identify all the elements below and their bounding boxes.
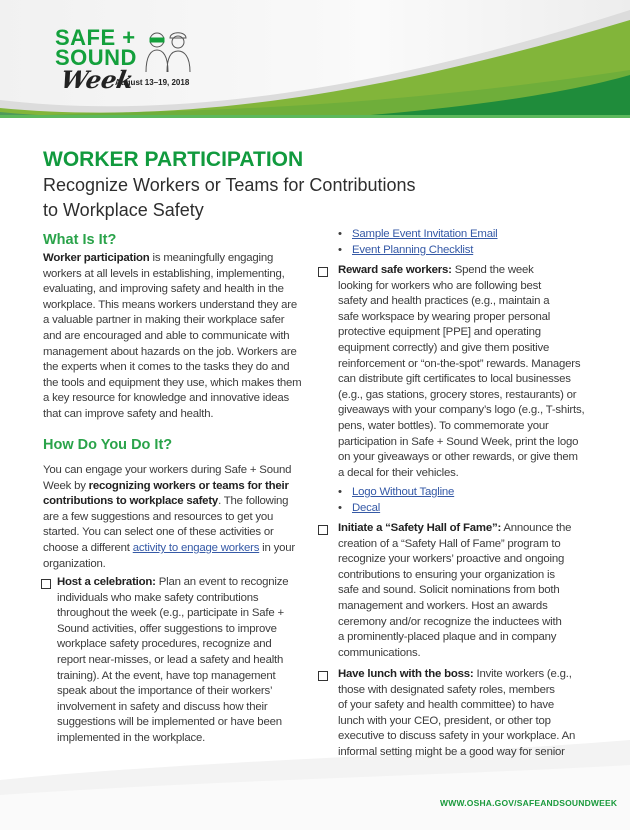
checkbox-reward-safe-workers[interactable] bbox=[318, 267, 328, 277]
safe-and-sound-week-logo bbox=[55, 25, 205, 100]
text-line bbox=[43, 479, 295, 495]
bold-lead-text: Initiate a “Safety Hall of Fame”: bbox=[338, 522, 502, 534]
decal-link[interactable]: Decal bbox=[352, 501, 381, 514]
bold-lead-text: Host a celebration: bbox=[57, 576, 156, 588]
text-run: Week by bbox=[43, 479, 89, 492]
text-run: in your bbox=[259, 541, 295, 554]
checkbox-lunch-with-boss[interactable] bbox=[318, 671, 328, 681]
text-line: a prominently-placed plaque and in company bbox=[338, 631, 557, 644]
text-line: a valuable partner in making their workplace safer bbox=[43, 314, 285, 327]
subtitle-line: to Workplace Safety bbox=[43, 200, 204, 220]
text-line: participation in Safe + Sound Week, print the logo bbox=[338, 435, 579, 448]
text-line: lunch with your CEO, president, or other top bbox=[338, 714, 551, 727]
text-line: (e.g., gas stations, grocery stores, restaurants) or bbox=[338, 388, 577, 401]
logo-dates: August 13–19, 2018 bbox=[115, 78, 190, 87]
how-paragraph bbox=[43, 463, 295, 572]
page-title: WORKER PARTICIPATION bbox=[43, 148, 304, 171]
text-line: reinforcement or “on-the-spot” rewards. Managers bbox=[338, 357, 581, 370]
text-line: Sound activities, offer suggestions to improve bbox=[57, 622, 277, 635]
text-line: a key resource for knowledge and innovative ideas bbox=[43, 392, 290, 405]
bullet-icon: • bbox=[338, 228, 342, 240]
text-line: can distribute gift certificates to local businesses bbox=[338, 373, 571, 386]
text-line: started. You can select one of these activities or bbox=[43, 526, 274, 539]
bold-lead-text: Reward safe workers: bbox=[338, 264, 452, 276]
text-line: executive to discuss safety in your workplace. An bbox=[338, 730, 576, 743]
logo-safe-text: SAFE + bbox=[55, 25, 136, 50]
what-is-it-paragraph bbox=[43, 251, 301, 423]
text-line bbox=[43, 494, 295, 510]
text-line bbox=[338, 667, 575, 683]
text-line: implemented in the workplace. bbox=[57, 731, 206, 744]
text-line bbox=[43, 541, 295, 557]
text-run: Plan an event to recognize bbox=[155, 576, 289, 588]
list-item bbox=[338, 243, 498, 259]
bullet-icon: • bbox=[338, 243, 342, 256]
text-line: involvement in safety and discuss how their bbox=[57, 700, 268, 713]
text-run: Invite workers (e.g., bbox=[473, 668, 572, 680]
text-line: recognize your workers’ proactive and ongoing bbox=[338, 553, 565, 566]
text-line: looking for workers who are following best bbox=[338, 279, 542, 292]
text-line bbox=[338, 263, 584, 279]
list-item bbox=[338, 501, 454, 517]
text-line: report near-misses, or lead a safety and health bbox=[57, 653, 284, 666]
text-line bbox=[338, 521, 571, 537]
text-run: Announce the bbox=[501, 522, 572, 534]
text-run: choose a different bbox=[43, 541, 133, 554]
text-line: workplace safety procedures, recognize and bbox=[57, 638, 272, 651]
text-line: informal setting might be a good way for senior bbox=[338, 745, 565, 758]
text-run: . The following bbox=[218, 495, 289, 508]
text-line: those with designated safety roles, members bbox=[338, 683, 555, 696]
how-do-you-do-it-heading: How Do You Do It? bbox=[43, 437, 173, 453]
sample-event-invitation-link[interactable]: Sample Event Invitation Email bbox=[352, 228, 498, 240]
text-line: are a few suggestions and resources to get you bbox=[43, 510, 274, 523]
text-line: workers at all levels in establishing, implementing, bbox=[43, 267, 285, 280]
text-line: pens, water bottles). To commemorate your bbox=[338, 419, 549, 432]
text-line: equipment correctly) and give them positive bbox=[338, 341, 550, 354]
text-line: protective equipment [PPE] and operating bbox=[338, 326, 541, 339]
text-line: ceremony and/or recognize the inductees with bbox=[338, 615, 562, 628]
bold-lead-text: Have lunch with the boss: bbox=[338, 668, 474, 680]
logo-week-text: Week bbox=[58, 65, 136, 94]
bullet-icon: • bbox=[338, 501, 342, 514]
text-line: of your safety and health committee) to have bbox=[338, 699, 554, 712]
checkbox-host-celebration[interactable] bbox=[41, 579, 51, 589]
text-line: management and workers. Host an awards bbox=[338, 599, 548, 612]
event-planning-checklist-link[interactable]: Event Planning Checklist bbox=[352, 243, 474, 256]
text-line: safety and health practices (e.g., maintain a bbox=[338, 295, 550, 308]
footer-url[interactable]: WWW.OSHA.GOV/SAFEANDSOUNDWEEK bbox=[440, 798, 618, 808]
reward-resource-links bbox=[338, 485, 454, 516]
text-line: creation of a “Safety Hall of Fame” program to bbox=[338, 537, 561, 550]
text-line: and are encouraged and able to communicate with bbox=[43, 329, 290, 342]
text-line: contributions to ensuring your organization is bbox=[338, 568, 555, 581]
text-line: that can improve safety and health. bbox=[43, 407, 214, 420]
event-resource-links bbox=[338, 227, 498, 258]
workers-illustration-icon bbox=[143, 28, 193, 72]
logo-without-tagline-link[interactable]: Logo Without Tagline bbox=[352, 486, 455, 498]
bullet-icon: • bbox=[338, 486, 342, 498]
what-is-it-heading: What Is It? bbox=[43, 232, 117, 248]
subtitle-line: Recognize Workers or Teams for Contributions bbox=[43, 175, 416, 195]
item-lunch-with-boss bbox=[338, 667, 575, 761]
item-reward-safe-workers bbox=[338, 263, 584, 481]
text-line: a decal for their vehicles. bbox=[338, 466, 459, 479]
text-line bbox=[43, 251, 301, 267]
bold-lead-text: recognizing workers or teams for their bbox=[88, 479, 289, 492]
text-line: speak about the importance of their workers’ bbox=[57, 685, 273, 698]
text-line: You can engage your workers during Safe + Sound bbox=[43, 464, 292, 476]
text-line: giveaways with your company’s logo (e.g., T-shirts, bbox=[338, 404, 585, 417]
inline-link[interactable]: activity to engage workers bbox=[132, 541, 260, 554]
logo-sound-text: SOUND bbox=[55, 45, 137, 70]
text-line: management about hazards on the job. Workers are bbox=[43, 345, 297, 358]
text-run: Spend the week bbox=[451, 264, 534, 276]
text-line: safe workspace by wearing proper personal bbox=[338, 310, 551, 323]
text-line: the tools and equipment they use, which makes them bbox=[43, 376, 302, 389]
text-line: workplace. This means workers understand they are bbox=[43, 298, 297, 311]
text-line: evaluating, and improving safety and health in the bbox=[43, 283, 284, 296]
text-run: is meaningfully engaging bbox=[149, 252, 274, 264]
text-line: throughout the week (e.g., participate in Safe + bbox=[57, 607, 284, 620]
bold-lead-text: Worker participation bbox=[43, 252, 150, 264]
text-line: on your giveaways or other rewards, or give them bbox=[338, 451, 578, 464]
page-subtitle bbox=[43, 173, 416, 223]
text-line bbox=[57, 575, 288, 591]
list-item bbox=[338, 227, 498, 243]
text-line: the experts when it comes to the tasks they do and bbox=[43, 361, 290, 374]
checkbox-safety-hall-of-fame[interactable] bbox=[318, 525, 328, 535]
list-item bbox=[338, 485, 454, 501]
item-safety-hall-of-fame bbox=[338, 521, 571, 661]
text-line: training). At the event, have top management bbox=[57, 669, 276, 682]
text-line: suggestions will be implemented or have been bbox=[57, 716, 282, 729]
text-line: individuals who make safety contributions bbox=[57, 591, 259, 604]
bold-lead-text: contributions to workplace safety bbox=[43, 495, 219, 508]
text-line: communications. bbox=[338, 646, 421, 659]
item-host-celebration bbox=[57, 575, 288, 747]
text-line: organization. bbox=[43, 557, 106, 570]
text-line: safe and sound. Solicit nominations from both bbox=[338, 584, 560, 597]
